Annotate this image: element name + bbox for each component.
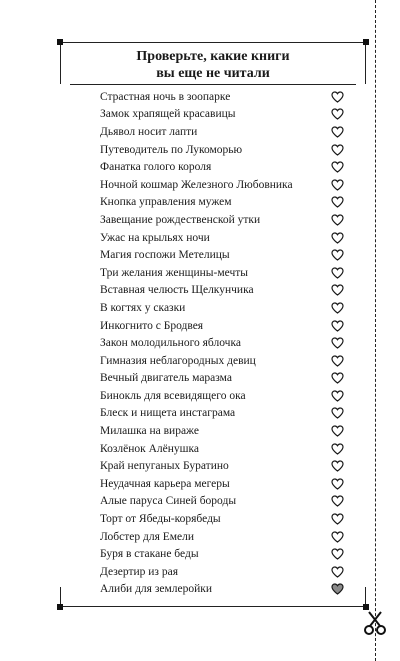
heart-outline-icon[interactable] xyxy=(331,460,344,472)
heart-outline-icon[interactable] xyxy=(331,548,344,560)
heart-outline-icon[interactable] xyxy=(331,108,344,120)
book-title: Ужас на крыльях ночи xyxy=(100,231,210,244)
heart-outline-icon[interactable] xyxy=(331,267,344,279)
heart-outline-icon[interactable] xyxy=(331,126,344,138)
list-item xyxy=(100,194,350,212)
list-item xyxy=(100,158,350,176)
book-title: Замок храпящей красавицы xyxy=(100,108,236,121)
heart-outline-icon[interactable] xyxy=(331,320,344,332)
book-title: Алые паруса Синей бороды xyxy=(100,495,237,508)
title-line-1: Проверьте, какие книги xyxy=(136,49,290,64)
book-title: Гимназия неблагородных девиц xyxy=(100,354,256,367)
list-item xyxy=(100,528,350,546)
list-item xyxy=(100,123,350,141)
book-title: Милашка на вираже xyxy=(100,425,199,438)
book-title: Ночной кошмар Железного Любовника xyxy=(100,178,293,191)
heart-outline-icon[interactable] xyxy=(331,355,344,367)
list-item xyxy=(100,264,350,282)
heart-outline-icon[interactable] xyxy=(331,302,344,314)
list-item xyxy=(100,387,350,405)
heart-outline-icon[interactable] xyxy=(331,232,344,244)
book-title: Лобстер для Емели xyxy=(100,530,195,543)
book-title: Козлёнок Алёнушка xyxy=(100,442,200,455)
book-title: Фанатка голого короля xyxy=(100,161,212,174)
cut-line xyxy=(375,0,376,661)
heart-outline-icon[interactable] xyxy=(331,372,344,384)
book-title: Магия госпожи Метелицы xyxy=(100,249,230,262)
list-item xyxy=(100,106,350,124)
heart-outline-icon[interactable] xyxy=(331,337,344,349)
list-item xyxy=(100,282,350,300)
book-title: Завещание рождественской утки xyxy=(100,213,261,226)
corner-mark xyxy=(57,604,63,610)
book-title: Бинокль для всевидящего ока xyxy=(100,389,246,402)
list-item xyxy=(100,422,350,440)
list-item xyxy=(100,475,350,493)
book-title: Инкогнито с Бродвея xyxy=(100,319,204,332)
heart-outline-icon[interactable] xyxy=(331,390,344,402)
book-title: Закон молодильного яблочка xyxy=(100,337,241,350)
heart-outline-icon[interactable] xyxy=(331,478,344,490)
book-title: Путеводитель по Лукоморью xyxy=(100,143,243,156)
list-item xyxy=(100,246,350,264)
list-item xyxy=(100,370,350,388)
corner-mark xyxy=(363,39,369,45)
heart-outline-icon[interactable] xyxy=(331,196,344,208)
list-item xyxy=(100,211,350,229)
heart-filled-icon[interactable] xyxy=(331,583,344,595)
title-box xyxy=(70,42,356,85)
frame-left-border xyxy=(60,42,61,84)
list-item xyxy=(100,510,350,528)
book-title: Неудачная карьера мегеры xyxy=(100,477,230,490)
corner-mark xyxy=(57,39,63,45)
heart-outline-icon[interactable] xyxy=(331,425,344,437)
book-title: Торт от Ябеды-корябеды xyxy=(100,513,221,526)
corner-mark xyxy=(363,604,369,610)
book-title: Край непуганых Буратино xyxy=(100,460,229,473)
book-title: Вечный двигатель маразма xyxy=(100,372,232,385)
book-title: Дезертир из рая xyxy=(100,565,178,578)
book-title: Алиби для землеройки xyxy=(100,583,212,596)
frame-bottom-border xyxy=(60,606,366,607)
list-item xyxy=(100,299,350,317)
list-item xyxy=(100,334,350,352)
book-list xyxy=(100,88,350,598)
list-item xyxy=(100,317,350,335)
book-title: Буря в стакане беды xyxy=(100,548,199,561)
book-title: Вставная челюсть Щелкунчика xyxy=(100,284,254,297)
book-title: Кнопка управления мужем xyxy=(100,196,232,209)
heart-outline-icon[interactable] xyxy=(331,91,344,103)
list-item xyxy=(100,352,350,370)
list-item xyxy=(100,229,350,247)
heart-outline-icon[interactable] xyxy=(331,513,344,525)
list-item xyxy=(100,141,350,159)
heart-outline-icon[interactable] xyxy=(331,179,344,191)
list-item xyxy=(100,405,350,423)
heart-outline-icon[interactable] xyxy=(331,249,344,261)
list-item xyxy=(100,457,350,475)
title-line-2: вы еще не читали xyxy=(156,66,270,81)
page-title xyxy=(70,48,356,82)
list-item xyxy=(100,88,350,106)
list-item xyxy=(100,545,350,563)
heart-outline-icon[interactable] xyxy=(331,214,344,226)
book-title: Страстная ночь в зоопарке xyxy=(100,90,231,103)
book-title: Три желания женщины-мечты xyxy=(100,266,248,279)
heart-outline-icon[interactable] xyxy=(331,531,344,543)
list-item xyxy=(100,563,350,581)
heart-outline-icon[interactable] xyxy=(331,407,344,419)
heart-outline-icon[interactable] xyxy=(331,443,344,455)
scissors-icon xyxy=(363,610,387,636)
frame-right-border xyxy=(365,42,366,84)
heart-outline-icon[interactable] xyxy=(331,566,344,578)
list-item xyxy=(100,440,350,458)
book-title: Дьявол носит лапти xyxy=(100,125,198,138)
heart-outline-icon[interactable] xyxy=(331,161,344,173)
list-item xyxy=(100,581,350,599)
list-item xyxy=(100,493,350,511)
heart-outline-icon[interactable] xyxy=(331,284,344,296)
heart-outline-icon[interactable] xyxy=(331,495,344,507)
list-item xyxy=(100,176,350,194)
book-title: В когтях у сказки xyxy=(100,301,186,314)
book-title: Блеск и нищета инстаграма xyxy=(100,407,236,420)
heart-outline-icon[interactable] xyxy=(331,144,344,156)
